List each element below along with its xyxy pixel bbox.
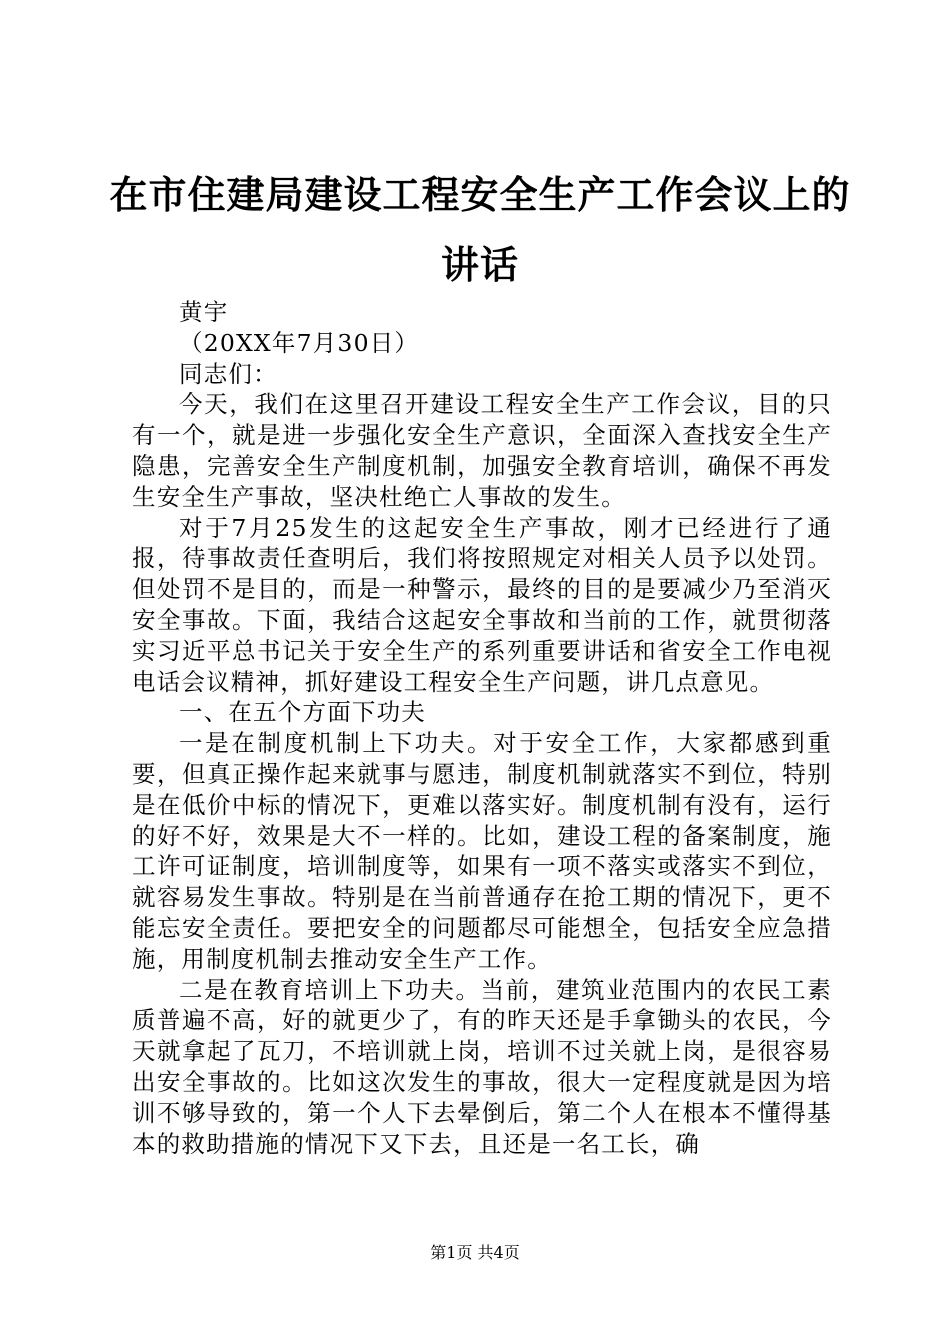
- section-heading: 一、在五个方面下功夫: [179, 698, 426, 727]
- document-title: 在市住建局建设工程安全生产工作会议上的讲话: [109, 173, 851, 287]
- document-body: [132, 297, 832, 1159]
- paragraph: 对于7月25发生的这起安全生产事故，刚才已经进行了通报，待事故责任查明后，我们将按照规定对相关人员予以处罚。但处罚不是目的，而是一种警示，最终的目的是要减少乃至消灭安全事故。下面，我结合这起安全事故和当前的工作，就贯彻落实习近平总书记关于安全生产的系列重要讲话和省安全工作电视电话会议精神，抓好建设工程安全生产问题，讲几点意见。: [132, 513, 832, 696]
- paragraph: 一是在制度机制上下功夫。对于安全工作，大家都感到重要，但真正操作起来就事与愿违，制度机制就落实不到位，特别是在低价中标的情况下，更难以落实好。制度机制有没有，运行的好不好，效果是大不一样的。比如，建设工程的备案制度，施工许可证制度，培训制度等，如果有一项不落实或落实不到位，就容易发生事故。特别是在当前普通存在抢工期的情况下，更不能忘安全责任。要把安全的问题都尽可能想全，包括安全应急措施，用制度机制去推动安全生产工作。: [132, 729, 832, 973]
- salutation-line: 同志们：: [179, 359, 278, 388]
- page-footer: 第1页 共4页: [430, 1243, 520, 1262]
- date-line: （20XX年7月30日）: [179, 328, 420, 357]
- paragraph: 今天，我们在这里召开建设工程安全生产工作会议，目的只有一个，就是进一步强化安全生产意识，全面深入查找安全生产隐患，完善安全生产制度机制，加强安全教育培训，确保不再发生安全生产事故，坚决杜绝亡人事故的发生。: [132, 390, 832, 511]
- author-line: 黄宇: [179, 298, 229, 326]
- paragraph: 二是在教育培训上下功夫。当前，建筑业范围内的农民工素质普遍不高，好的就更少了，有的昨天还是手拿锄头的农民，今天就拿起了瓦刀，不培训就上岗，培训不过关就上岗，是很容易出安全事故的。比如这次发生的事故，很大一定程度就是因为培训不够导致的，第一个人下去晕倒后，第二个人在根本不懂得基本的救助措施的情况下又下去，且还是一名工长，确: [132, 975, 832, 1158]
